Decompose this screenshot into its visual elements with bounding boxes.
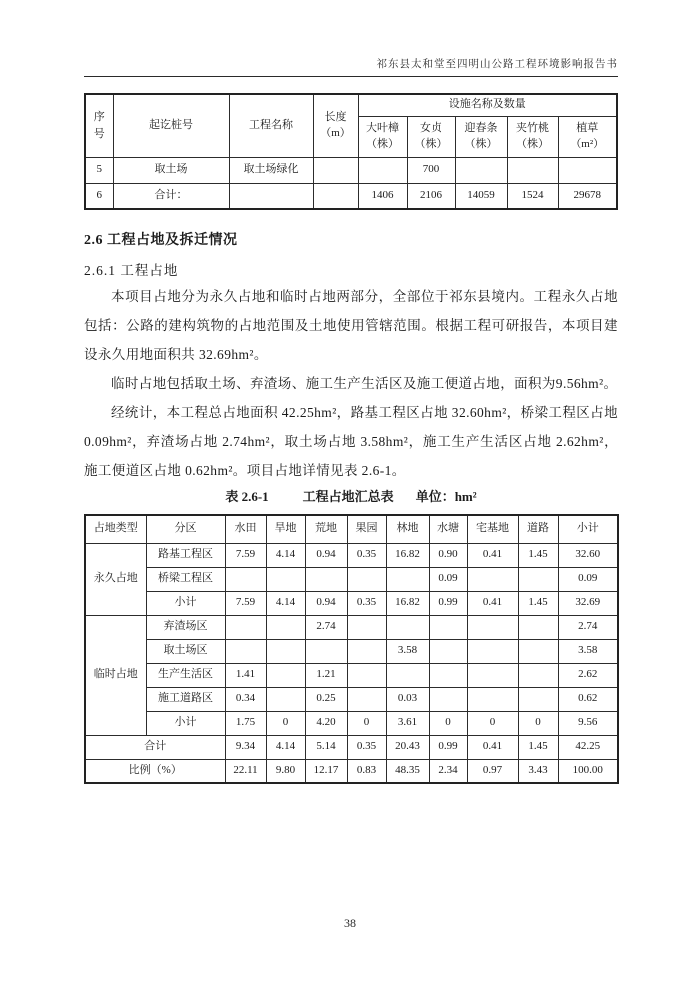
cell-value: [507, 157, 558, 183]
col-header-length-line2: （m）: [320, 126, 351, 139]
col-header-species-1: [407, 116, 455, 157]
cell: [429, 687, 467, 711]
cell: 2.62: [558, 663, 618, 687]
cell: [266, 615, 305, 639]
cell: 3.58: [386, 639, 429, 663]
species-unit: （株）: [464, 137, 498, 150]
cell: [429, 615, 467, 639]
cell: [429, 663, 467, 687]
table-caption-label: 表 2.6-1: [225, 489, 269, 504]
row-label: 小计: [146, 711, 225, 735]
cell: 20.43: [386, 735, 429, 759]
cell: 1.45: [518, 591, 558, 615]
cell: 0.99: [429, 591, 467, 615]
body-text: [84, 282, 618, 485]
cell-value: 1406: [358, 183, 407, 209]
cell: 5.14: [305, 735, 347, 759]
cell: 0.90: [429, 543, 467, 567]
cell: 0.94: [305, 543, 347, 567]
cell: [429, 639, 467, 663]
cell: 1.21: [305, 663, 347, 687]
cell: [467, 567, 518, 591]
species-name: 迎春条: [464, 121, 498, 134]
cell: [225, 615, 266, 639]
col-header-species-3: [507, 116, 558, 157]
cell: 0.99: [429, 735, 467, 759]
cell: [347, 663, 386, 687]
paragraph-1: 本项目占地分为永久占地和临时占地两部分，全部位于祁东县境内。工程永久占地包括：公路的建构筑物的占地范围及土地使用管辖范围。根据工程可研报告，本项目建设永久用地面积共 32.69hm²。: [84, 289, 618, 362]
cell: [386, 567, 429, 591]
table-row: [85, 543, 618, 567]
cell: 0.34: [225, 687, 266, 711]
species-name: 大叶樟: [366, 121, 399, 134]
subsection-heading: 2.6.1 工程占地: [84, 263, 179, 278]
species-name: 女贞: [420, 121, 442, 134]
cell-value: 1524: [507, 183, 558, 209]
cell: [305, 567, 347, 591]
col-header-length: [313, 94, 358, 157]
col-header-length-line1: 长度: [324, 110, 347, 123]
species-unit: （株）: [516, 137, 549, 150]
cell: [386, 663, 429, 687]
cell: [386, 615, 429, 639]
cell-value: 700: [407, 157, 455, 183]
cell: 0.83: [347, 759, 386, 783]
row-label: 桥梁工程区: [146, 567, 225, 591]
cell: [518, 567, 558, 591]
row-label: 生产生活区: [146, 663, 225, 687]
col-header: 水塘: [429, 515, 467, 543]
cell: 7.59: [225, 543, 266, 567]
cell: 2.74: [558, 615, 618, 639]
paragraph-2: 临时占地包括取土场、弃渣场、施工生产生活区及施工便道占地，面积为9.56hm²。: [111, 376, 618, 391]
cell: 16.82: [386, 591, 429, 615]
col-header: 荒地: [305, 515, 347, 543]
cell-seq: 6: [85, 183, 113, 209]
cell: 32.69: [558, 591, 618, 615]
table-caption-unit: 单位：hm²: [415, 489, 477, 504]
cell-seq: 5: [85, 157, 113, 183]
cell-stake: 合计：: [113, 183, 229, 209]
cell: 0: [518, 711, 558, 735]
cell: 0: [467, 711, 518, 735]
group-label-temporary: 临时占地: [85, 615, 146, 735]
cell-project: 取土场绿化: [229, 157, 313, 183]
cell: [347, 615, 386, 639]
cell: 12.17: [305, 759, 347, 783]
cell: 1.45: [518, 735, 558, 759]
cell: 0.41: [467, 591, 518, 615]
cell: 4.14: [266, 735, 305, 759]
cell: 0.25: [305, 687, 347, 711]
table-row: [85, 567, 618, 591]
cell: 2.34: [429, 759, 467, 783]
table-row: [85, 663, 618, 687]
col-header: 旱地: [266, 515, 305, 543]
cell: [266, 567, 305, 591]
cell: 0.09: [558, 567, 618, 591]
species-name: 植草: [576, 121, 599, 134]
col-header: 占地类型: [85, 515, 146, 543]
cell: [467, 687, 518, 711]
cell: 0.41: [467, 543, 518, 567]
cell-value: 14059: [455, 183, 507, 209]
table-row: [85, 183, 617, 209]
cell: 1.45: [518, 543, 558, 567]
cell: [266, 639, 305, 663]
cell-length: [313, 183, 358, 209]
cell: [467, 615, 518, 639]
col-header: 道路: [518, 515, 558, 543]
cell: 9.56: [558, 711, 618, 735]
col-header: 小计: [558, 515, 618, 543]
col-header: 果园: [347, 515, 386, 543]
cell: 42.25: [558, 735, 618, 759]
cell: 0.97: [467, 759, 518, 783]
cell: 0.09: [429, 567, 467, 591]
cell: 0.62: [558, 687, 618, 711]
cell: [347, 639, 386, 663]
col-header: 林地: [386, 515, 429, 543]
cell: 48.35: [386, 759, 429, 783]
col-header-facilities: 设施名称及数量: [358, 94, 617, 116]
cell: 100.00: [558, 759, 618, 783]
cell: [518, 663, 558, 687]
table-row: [85, 687, 618, 711]
cell: 7.59: [225, 591, 266, 615]
cell: 0.41: [467, 735, 518, 759]
col-header-project: 工程名称: [229, 94, 313, 157]
cell: 1.41: [225, 663, 266, 687]
header-row: [85, 515, 618, 543]
running-header: 祁东县太和堂至四明山公路工程环境影响报告书: [84, 0, 618, 77]
cell: 4.20: [305, 711, 347, 735]
species-unit: （株）: [366, 137, 399, 150]
table-row: [85, 591, 618, 615]
cell: 0: [266, 711, 305, 735]
cell: 32.60: [558, 543, 618, 567]
section-heading: 2.6 工程占地及拆迁情况: [84, 233, 238, 248]
cell: [467, 663, 518, 687]
cell-value: 29678: [558, 183, 617, 209]
cell: [518, 639, 558, 663]
cell: [266, 687, 305, 711]
land-occupation-table: [84, 514, 619, 784]
table-row: [85, 711, 618, 735]
table-caption-title: 工程占地汇总表: [302, 489, 394, 504]
col-header: 宅基地: [467, 515, 518, 543]
greening-quantity-table: [84, 93, 618, 210]
cell: 22.11: [225, 759, 266, 783]
cell: [347, 687, 386, 711]
cell: [467, 639, 518, 663]
ratio-row: [85, 759, 618, 783]
col-header-species-0: [358, 116, 407, 157]
cell: 0.35: [347, 735, 386, 759]
cell-value: 2106: [407, 183, 455, 209]
col-header: 水田: [225, 515, 266, 543]
col-header-stake: 起讫桩号: [113, 94, 229, 157]
table-row: [85, 639, 618, 663]
cell: 0: [429, 711, 467, 735]
cell: 9.34: [225, 735, 266, 759]
col-header-seq-label: 序号: [93, 111, 105, 140]
cell: [518, 687, 558, 711]
cell: 3.61: [386, 711, 429, 735]
table-row: [85, 157, 617, 183]
cell-length: [313, 157, 358, 183]
table-row: [85, 615, 618, 639]
species-unit: （株）: [414, 137, 448, 150]
cell-stake: 取土场: [113, 157, 229, 183]
cell: 0.35: [347, 543, 386, 567]
col-header-species-4: [558, 116, 617, 157]
row-label: 弃渣场区: [146, 615, 225, 639]
cell-value: [455, 157, 507, 183]
col-header: 分区: [146, 515, 225, 543]
row-label: 取土场区: [146, 639, 225, 663]
cell: [305, 639, 347, 663]
group-label-permanent: 永久占地: [85, 543, 146, 615]
cell: 0: [347, 711, 386, 735]
row-label: 路基工程区: [146, 543, 225, 567]
cell-value: [558, 157, 617, 183]
cell: 4.14: [266, 591, 305, 615]
cell: 3.58: [558, 639, 618, 663]
cell: [225, 567, 266, 591]
cell: 4.14: [266, 543, 305, 567]
species-name: 夹竹桃: [516, 121, 549, 134]
total-row: [85, 735, 618, 759]
cell: 16.82: [386, 543, 429, 567]
row-label-ratio: 比例（%）: [85, 759, 225, 783]
cell-value: [358, 157, 407, 183]
species-unit: （m²）: [570, 137, 605, 150]
col-header-seq: [85, 94, 113, 157]
row-label-total: 合计: [85, 735, 225, 759]
col-header-species-2: [455, 116, 507, 157]
cell: [347, 567, 386, 591]
cell: 3.43: [518, 759, 558, 783]
page-number: 38: [344, 916, 356, 930]
cell: 0.35: [347, 591, 386, 615]
table-caption: [84, 486, 618, 508]
cell: 1.75: [225, 711, 266, 735]
cell-project: [229, 183, 313, 209]
cell: 9.80: [266, 759, 305, 783]
row-label: 小计: [146, 591, 225, 615]
cell: 0.94: [305, 591, 347, 615]
cell: [266, 663, 305, 687]
row-label: 施工道路区: [146, 687, 225, 711]
cell: [225, 639, 266, 663]
paragraph-3: 经统计，本工程总占地面积 42.25hm²，路基工程区占地 32.60hm²，桥梁工程区占地 0.09hm²，弃渣场占地 2.74hm²，取土场占地 3.58hm²，施工生产生活区占地 2.62hm²，施工便道区占地 0.62hm²。项目占地详情见表 2.6-1。: [84, 405, 618, 478]
cell: 0.03: [386, 687, 429, 711]
cell: 2.74: [305, 615, 347, 639]
cell: [518, 615, 558, 639]
